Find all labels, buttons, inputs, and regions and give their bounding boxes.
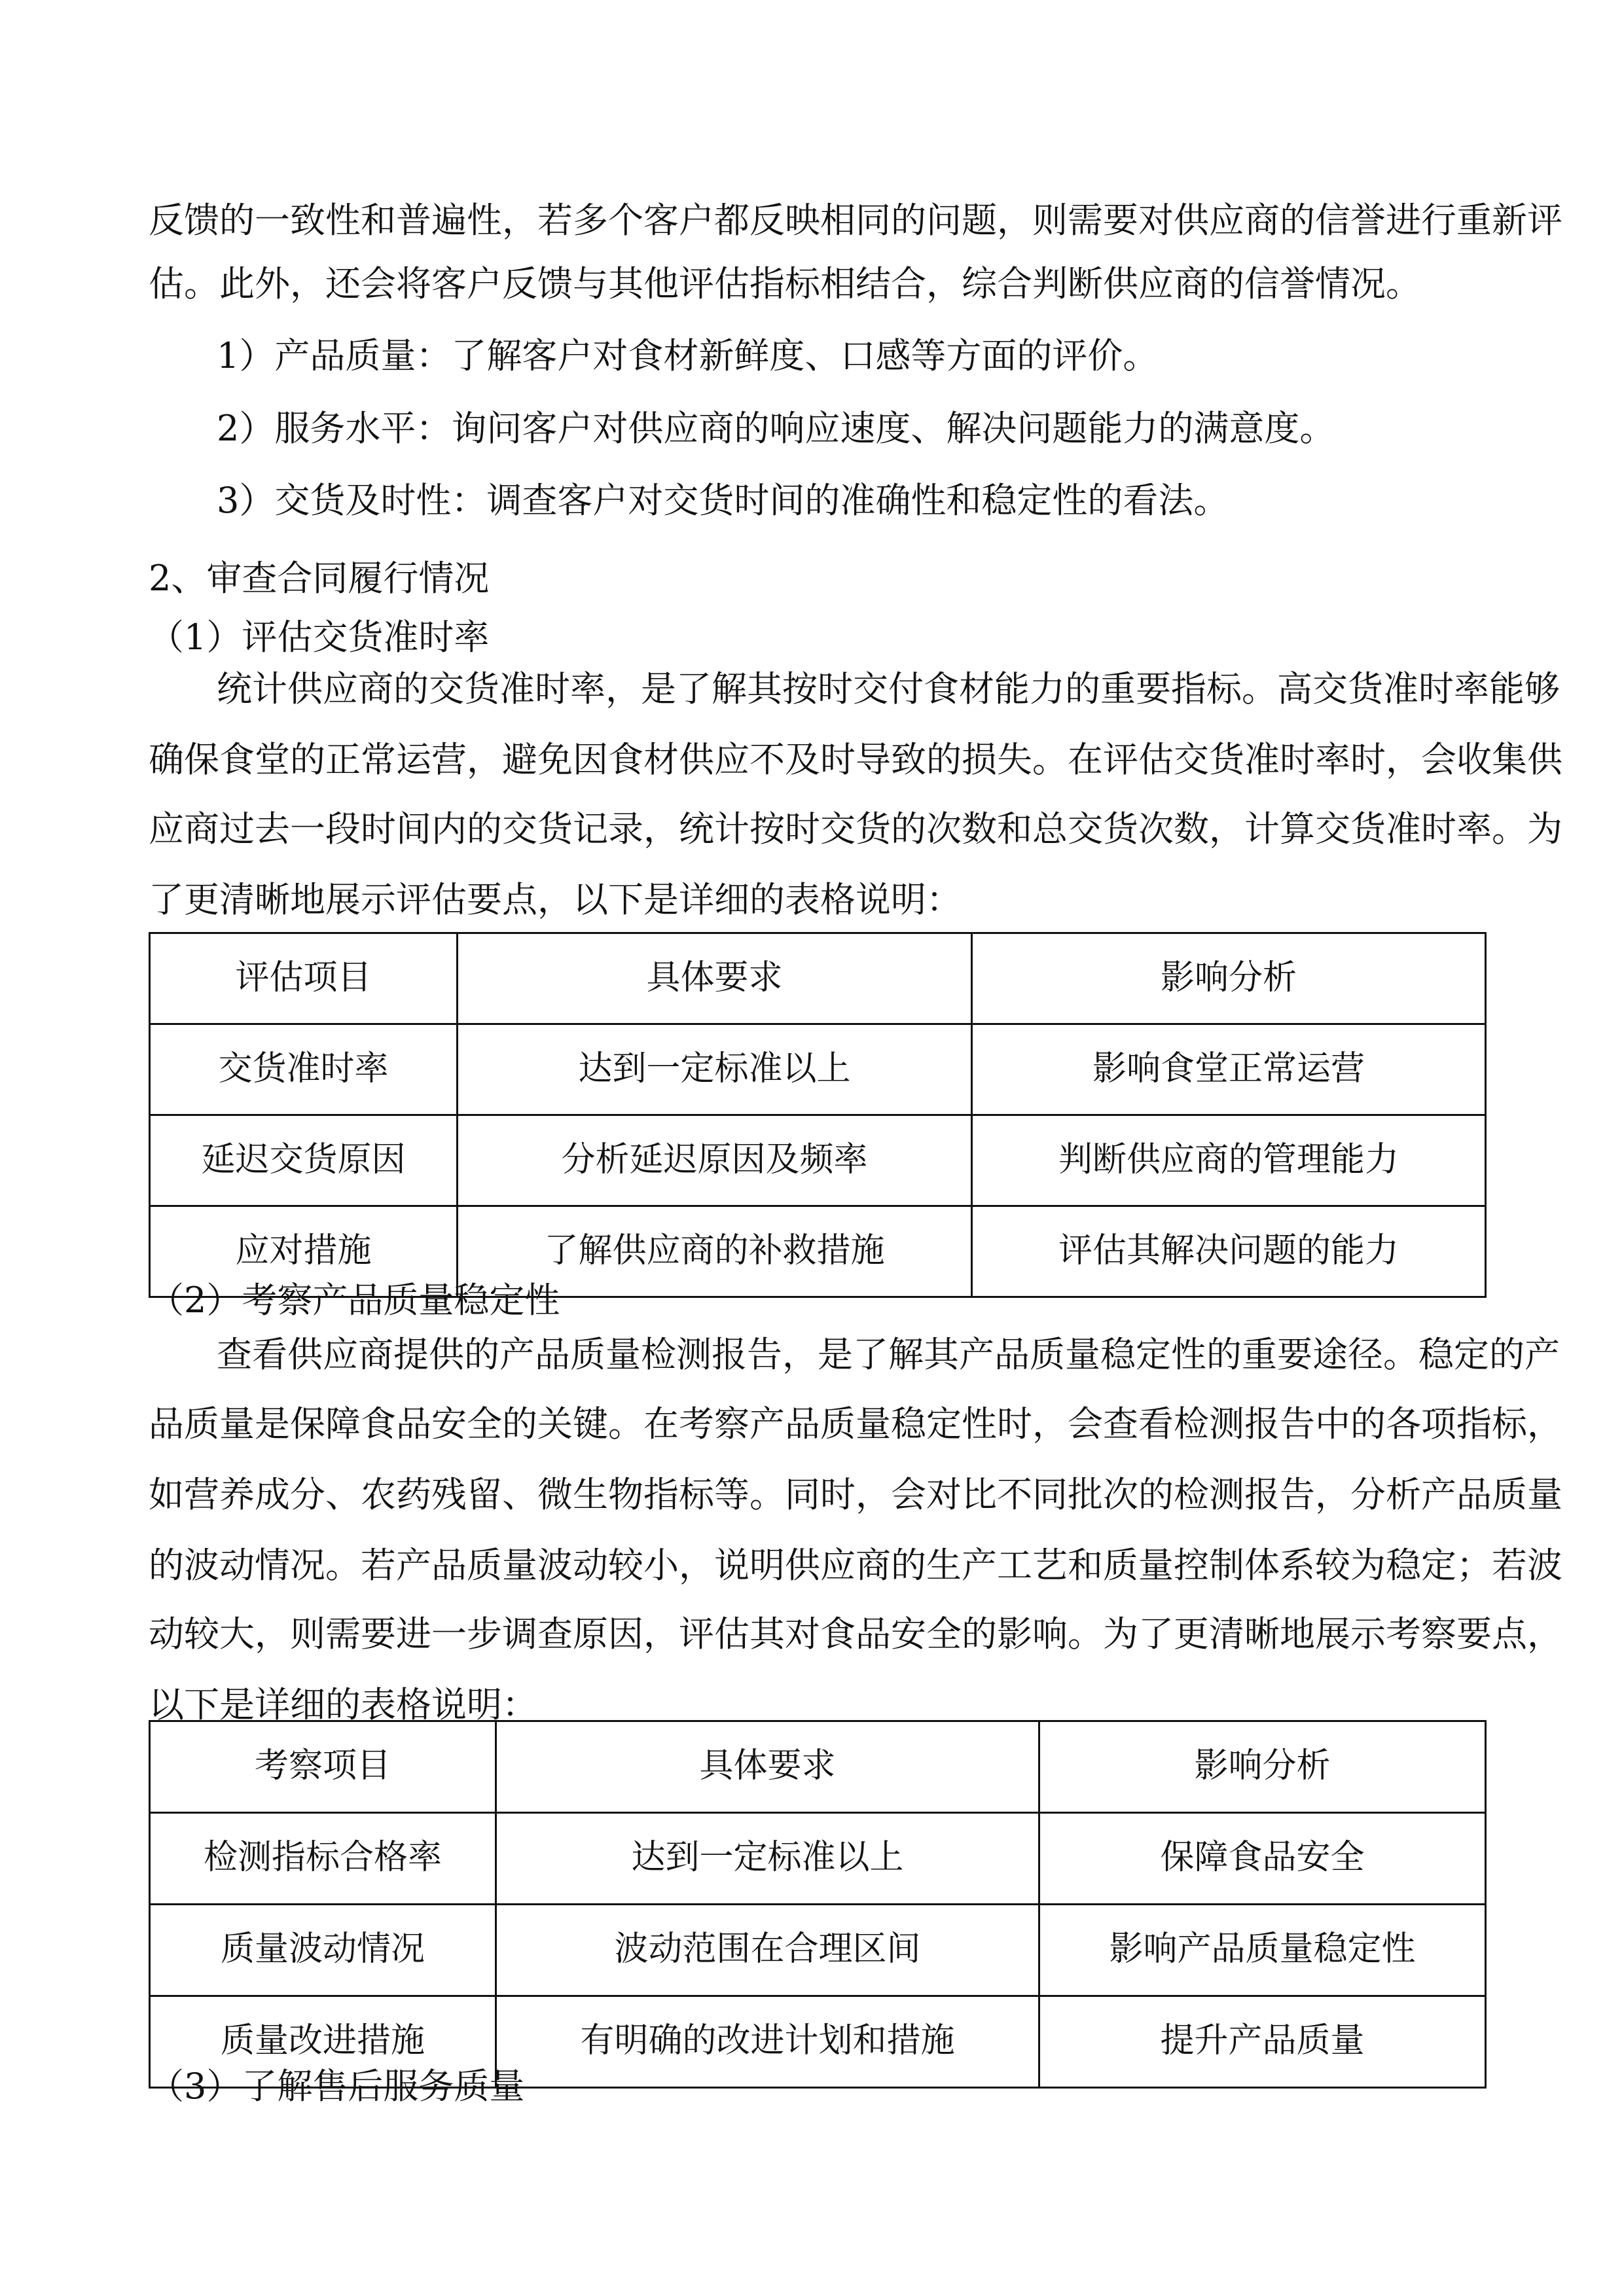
section-heading: 2、审查合同履行情况 xyxy=(149,558,490,599)
header-cell: 影响分析 xyxy=(1039,1721,1486,1813)
table-row xyxy=(150,1115,1486,1206)
text-line: 应商过去一段时间内的交货记录，统计按时交货的次数和总交货次数，计算交货准时率。为 xyxy=(149,808,1562,850)
text-line: 动较大，则需要进一步调查原因，评估其对食品安全的影响。为了更清晰地展示考察要点， xyxy=(149,1613,1562,1655)
list-item: 2）服务水平：询问客户对供应商的响应速度、解决问题能力的满意度。 xyxy=(217,408,1335,449)
text-line: 的波动情况。若产品质量波动较小，说明供应商的生产工艺和质量控制体系较为稳定；若波 xyxy=(149,1545,1562,1586)
table-cell: 质量波动情况 xyxy=(150,1905,496,1996)
table-cell: 分析延迟原因及频率 xyxy=(458,1115,972,1206)
text-line: 品质量是保障食品安全的关键。在考察产品质量稳定性时，会查看检测报告中的各项指标， xyxy=(149,1403,1562,1444)
header-cell: 评估项目 xyxy=(150,933,458,1024)
text-line: 如营养成分、农药残留、微生物指标等。同时，会对比不同批次的检测报告，分析产品质量 xyxy=(149,1474,1562,1515)
subsection-heading: （2）考察产品质量稳定性 xyxy=(149,1280,560,1321)
table-cell: 影响产品质量稳定性 xyxy=(1039,1905,1486,1996)
table-row xyxy=(150,1905,1486,1996)
table-cell: 保障食品安全 xyxy=(1039,1813,1486,1905)
delivery-evaluation-table xyxy=(149,932,1487,1298)
table-row xyxy=(150,1813,1486,1905)
subsection-heading: （3）了解售后服务质量 xyxy=(149,2066,525,2107)
header-cell: 影响分析 xyxy=(972,933,1486,1024)
text-line: 统计供应商的交货准时率，是了解其按时交付食材能力的重要指标。高交货准时率能够 xyxy=(217,668,1560,709)
table-cell: 波动范围在合理区间 xyxy=(496,1905,1039,1996)
table-header-row xyxy=(150,1721,1486,1813)
table-cell: 检测指标合格率 xyxy=(150,1813,496,1905)
header-cell: 具体要求 xyxy=(458,933,972,1024)
text-line: 以下是详细的表格说明： xyxy=(149,1684,537,1725)
table-cell: 质量改进措施 xyxy=(150,1996,496,2088)
text-line: 反馈的一致性和普遍性，若多个客户都反映相同的问题，则需要对供应商的信誉进行重新评 xyxy=(149,200,1562,241)
list-item: 3）交货及时性：调查客户对交货时间的准确性和稳定性的看法。 xyxy=(217,480,1229,521)
table-cell: 交货准时率 xyxy=(150,1024,458,1115)
table-cell: 应对措施 xyxy=(150,1206,458,1297)
quality-inspection-table xyxy=(149,1720,1487,2089)
table-cell: 影响食堂正常运营 xyxy=(972,1024,1486,1115)
table-cell: 延迟交货原因 xyxy=(150,1115,458,1206)
text-line: 确保食堂的正常运营，避免因食材供应不及时导致的损失。在评估交货准时率时，会收集供 xyxy=(149,739,1562,780)
table-cell: 了解供应商的补救措施 xyxy=(458,1206,972,1297)
text-line: 估。此外，还会将客户反馈与其他评估指标相结合，综合判断供应商的信誉情况。 xyxy=(149,263,1421,304)
list-item: 1）产品质量：了解客户对食材新鲜度、口感等方面的评价。 xyxy=(217,335,1159,376)
subsection-heading: （1）评估交货准时率 xyxy=(149,617,490,658)
table-cell: 有明确的改进计划和措施 xyxy=(496,1996,1039,2088)
table-cell: 达到一定标准以上 xyxy=(496,1813,1039,1905)
table-header-row xyxy=(150,933,1486,1024)
header-cell: 考察项目 xyxy=(150,1721,496,1813)
table-row xyxy=(150,1024,1486,1115)
header-cell: 具体要求 xyxy=(496,1721,1039,1813)
table-cell: 评估其解决问题的能力 xyxy=(972,1206,1486,1297)
text-line: 了更清晰地展示评估要点，以下是详细的表格说明： xyxy=(149,879,962,920)
table-cell: 提升产品质量 xyxy=(1039,1996,1486,2088)
table-cell: 达到一定标准以上 xyxy=(458,1024,972,1115)
table-cell: 判断供应商的管理能力 xyxy=(972,1115,1486,1206)
text-line: 查看供应商提供的产品质量检测报告，是了解其产品质量稳定性的重要途径。稳定的产 xyxy=(217,1334,1560,1375)
